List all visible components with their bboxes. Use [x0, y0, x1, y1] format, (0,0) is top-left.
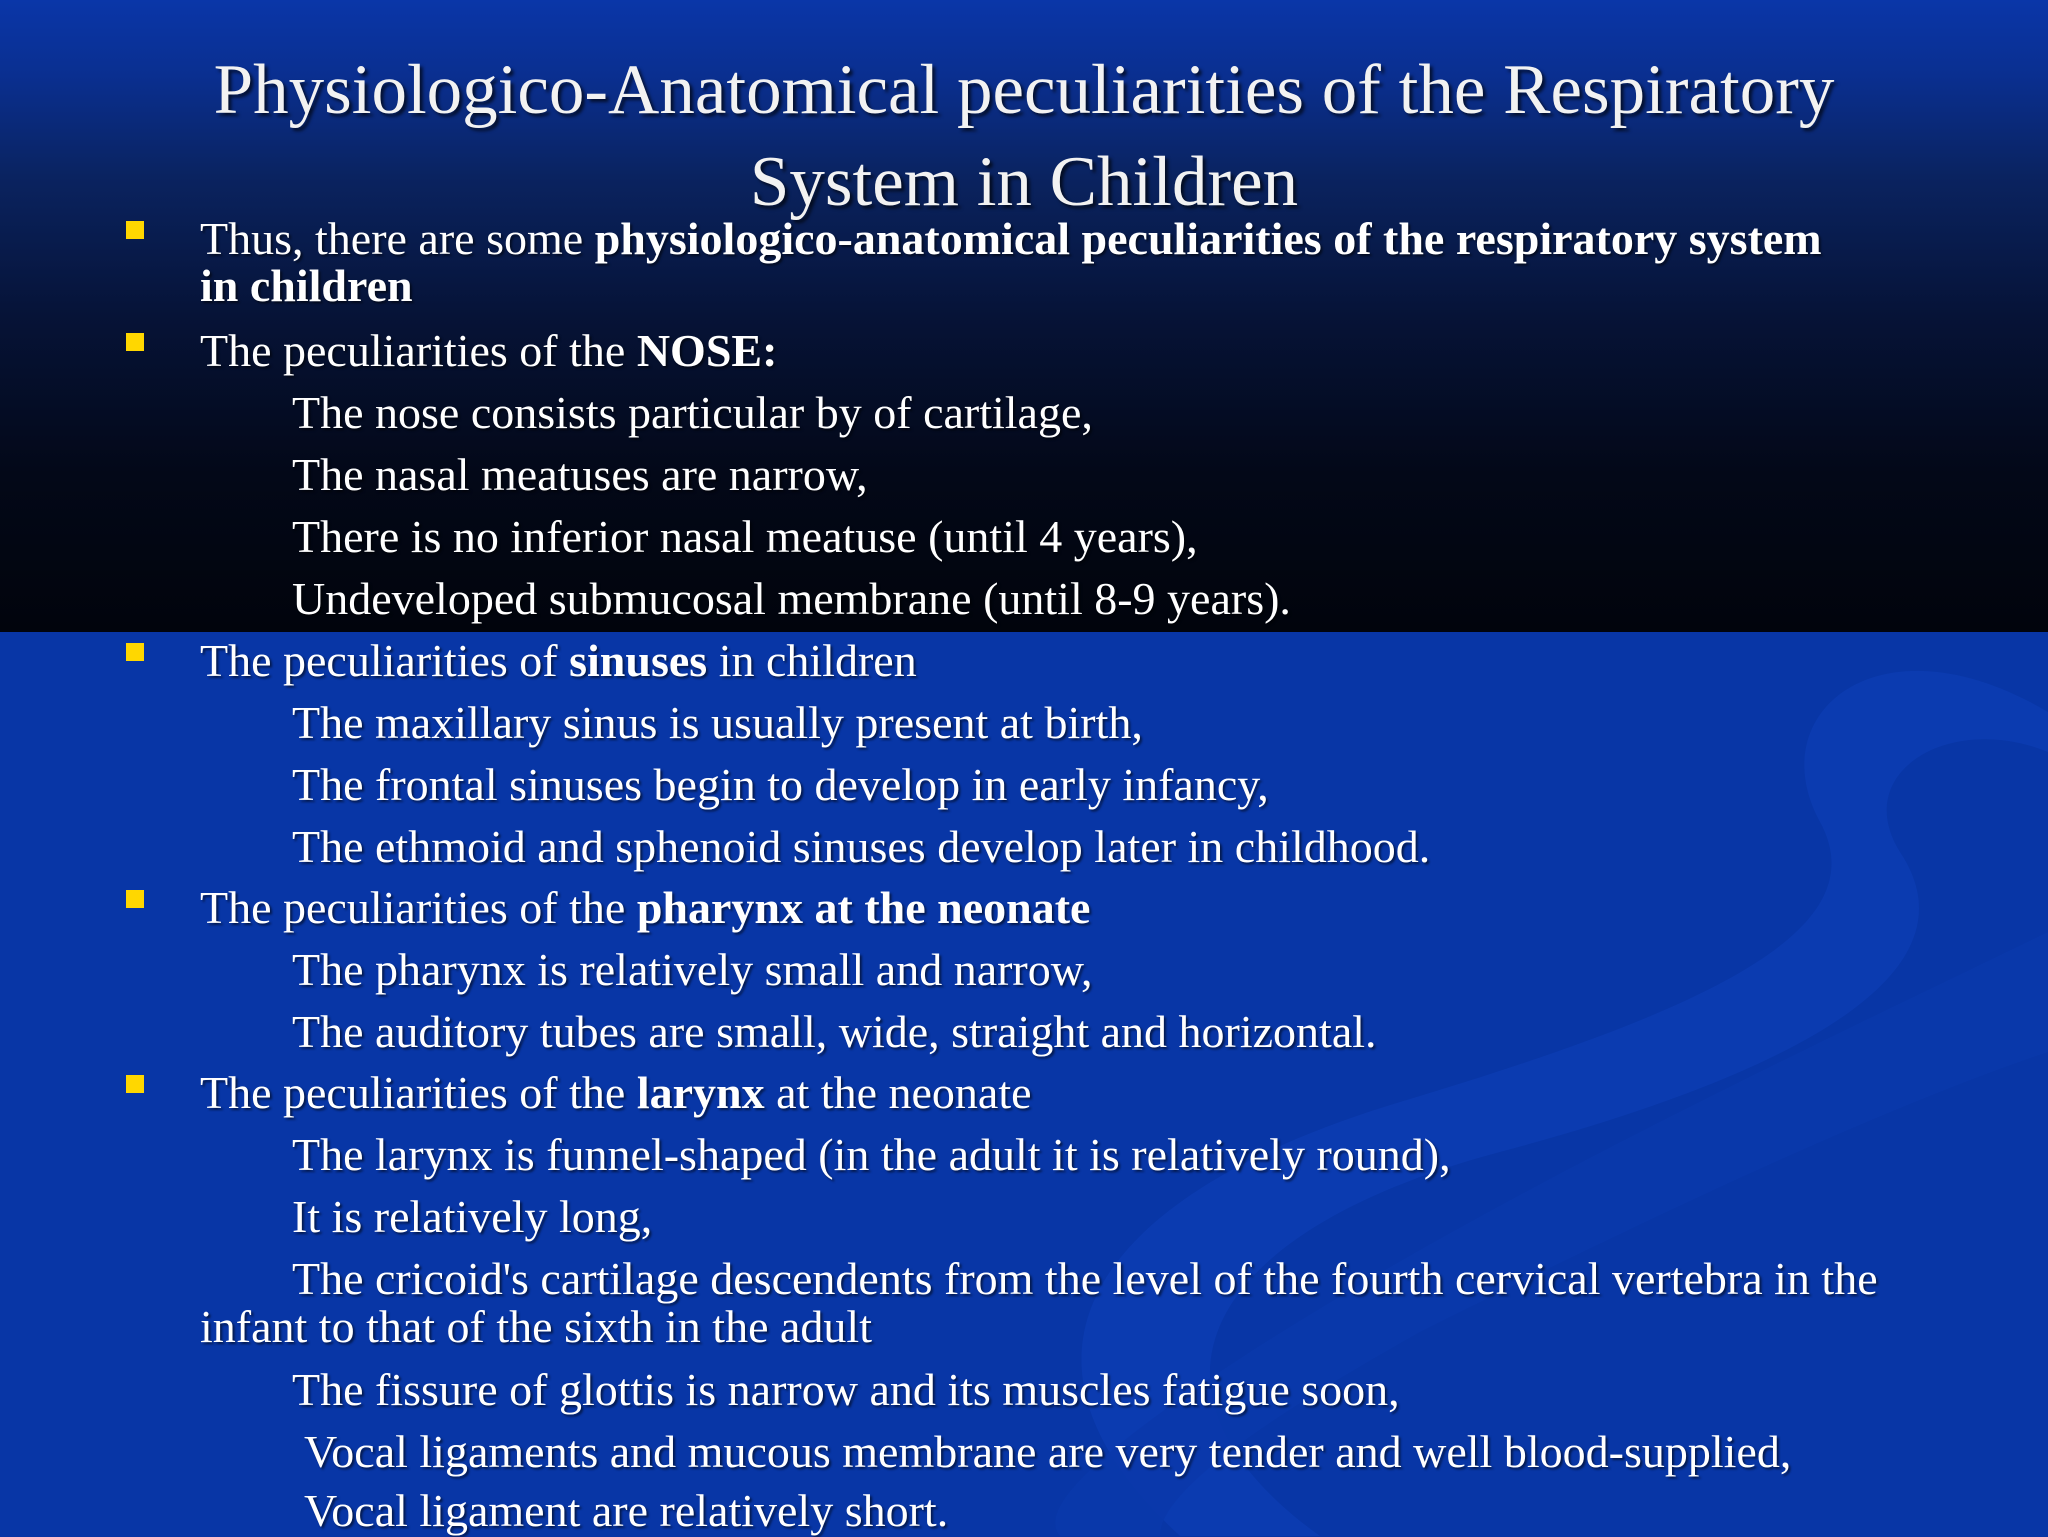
bullet-marker	[126, 221, 144, 239]
intro-line: Thus, there are some physiologico-anatomical peculiarities of the respiratory system	[200, 213, 1822, 264]
bullet-marker	[126, 1075, 144, 1093]
nose-heading: The peculiarities of the NOSE:	[200, 325, 778, 376]
sinuses-item: The ethmoid and sphenoid sinuses develop later in childhood.	[292, 821, 1431, 872]
sinuses-heading: The peculiarities of sinuses in children	[200, 635, 917, 686]
nose-item: Undeveloped submucosal membrane (until 8-9 years).	[292, 573, 1291, 624]
sinuses-item: The maxillary sinus is usually present at birth,	[292, 697, 1143, 748]
larynx-item-continuation: infant to that of the sixth in the adult	[200, 1301, 872, 1352]
intro-bold: physiologico-anatomical peculiarities of the respiratory system	[594, 213, 1822, 264]
bullet-marker	[126, 890, 144, 908]
larynx-item: Vocal ligaments and mucous membrane are very tender and well blood-supplied,	[304, 1426, 1792, 1477]
pharynx-item: The auditory tubes are small, wide, straight and horizontal.	[292, 1006, 1377, 1057]
sinuses-item: The frontal sinuses begin to develop in early infancy,	[292, 759, 1269, 810]
slide-title	[0, 44, 2048, 228]
title-line-2: System in Children	[749, 143, 1299, 221]
intro-line-2: in children	[200, 260, 413, 311]
pharynx-heading: The peculiarities of the pharynx at the neonate	[200, 882, 1091, 933]
larynx-item: It is relatively long,	[292, 1191, 653, 1242]
bullet-marker	[126, 333, 144, 351]
larynx-item: The fissure of glottis is narrow and its muscles fatigue soon,	[292, 1364, 1400, 1415]
larynx-item: The larynx is funnel-shaped (in the adult it is relatively round),	[292, 1129, 1451, 1180]
larynx-item: The cricoid's cartilage descendents from the level of the fourth cervical vertebra in the	[292, 1253, 1878, 1304]
nose-item: The nose consists particular by of cartilage,	[292, 387, 1093, 438]
pharynx-item: The pharynx is relatively small and narrow,	[292, 944, 1093, 995]
title-line-1: Physiologico-Anatomical peculiarities of the Respiratory	[213, 51, 1835, 129]
larynx-item: Vocal ligament are relatively short.	[304, 1485, 949, 1536]
nose-item: There is no inferior nasal meatuse (until 4 years),	[292, 511, 1198, 562]
bullet-marker	[126, 643, 144, 661]
larynx-heading: The peculiarities of the larynx at the neonate	[200, 1067, 1032, 1118]
nose-item: The nasal meatuses are narrow,	[292, 449, 868, 500]
